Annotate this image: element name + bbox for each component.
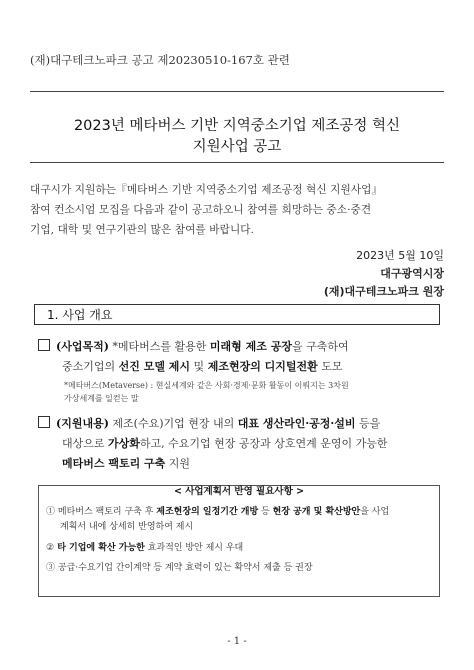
- text-span: 을 구축하여: [291, 340, 349, 353]
- emphasis: 선진 모델 제시: [118, 360, 191, 373]
- requirement-1: [46, 505, 436, 535]
- text-span: 지원: [165, 457, 191, 470]
- title-bottom-rule: [30, 162, 444, 163]
- emphasis: 미래형 제조 공장: [209, 340, 292, 353]
- circled-number: ③: [46, 563, 56, 573]
- text-span: *메타버스를 활용한: [108, 340, 210, 353]
- metaverse-footnote: [64, 379, 444, 405]
- footnote-line: *메타버스(Metaverse) : 현실세계와 같은 사회·경제·문화 활동이 이뤄지는 3차원: [64, 381, 349, 390]
- intro-line: 대구시가 지원하는『메타버스 기반 지역중소기업 제조공정 혁신 지원사업』: [30, 184, 383, 196]
- purpose-label: (사업목적): [56, 340, 109, 353]
- text-span: 효과적인 방안 제시 우대: [144, 543, 244, 553]
- intro-paragraph: [30, 180, 444, 240]
- issuer-mayor: 대구광역시장: [380, 267, 444, 280]
- text-span: 등: [258, 507, 273, 517]
- page-number: - 1 -: [227, 636, 247, 647]
- emphasis: 메타버스 팩토리 구축: [62, 457, 166, 470]
- text-span: 계획서 내에 상세히 반영하여 제시: [60, 522, 194, 532]
- emphasis: 타 기업에 확산 가능한: [54, 543, 145, 553]
- doc-title-line1: 2023년 메타버스 기반 지역중소기업 제조공정 혁신: [73, 118, 401, 134]
- issuer-technopark: (재)대구테크노파크 원장: [323, 285, 444, 298]
- text-span: 메타버스 팩토리 구축 후: [55, 507, 157, 517]
- text-span: 중소기업의: [62, 360, 119, 373]
- text-span: 대상으로: [62, 437, 109, 450]
- announcement-date: 2023년 5월 10일: [356, 249, 444, 262]
- text-span: 등을: [355, 417, 381, 430]
- text-span: 제조(수요)기업 현장 내의: [108, 417, 238, 430]
- requirement-3: [46, 561, 436, 576]
- text-span: 공급·수요기업 간이계약 등 계약 효력이 있는 확약서 제출 등 권장: [55, 563, 313, 573]
- emphasis: 가상화: [108, 437, 140, 450]
- emphasis: 제조현장의 디지털전환: [207, 360, 318, 373]
- section-heading: 1. 사업 개요: [34, 304, 440, 325]
- emphasis: 대표 생산라인·공정·설비: [237, 417, 356, 430]
- intro-line: 참여 컨소시엄 모집을 다음과 같이 공고하오니 참여를 희망하는 중소·중견: [30, 204, 372, 216]
- content-label: (지원내용): [56, 417, 109, 430]
- emphasis: 현장 공개 및 확산방안: [272, 507, 361, 517]
- requirement-2: [46, 541, 436, 556]
- text-span: 도모: [317, 360, 343, 373]
- emphasis: 제조현장의 일정기간 개방: [156, 507, 259, 517]
- requirements-heading: [38, 479, 440, 498]
- intro-line: 기업, 대학 및 연구기관의 많은 참여를 바랍니다.: [30, 224, 255, 236]
- text-span: 하고, 수요기업 현장 공장과 상호연계 운영이 가능한: [139, 437, 388, 450]
- footnote-line: 가상세계를 일컫는 말: [64, 394, 139, 403]
- purpose-item: [38, 337, 442, 377]
- square-bullet-icon: [38, 339, 50, 351]
- square-bullet-icon: [38, 416, 50, 428]
- support-content-item: [38, 414, 442, 474]
- title-top-rule: [30, 91, 444, 92]
- text-span: 및: [190, 360, 208, 373]
- requirements-heading-text: < 사업계획서 반영 필요사항 >: [168, 486, 310, 497]
- doc-title-line2: 지원사업 공고: [192, 139, 282, 155]
- text-span: 을 사업: [360, 507, 390, 517]
- reference-notice: (재)대구테크노파크 공고 제20230510-167호 관련: [30, 53, 290, 67]
- circled-number: ①: [46, 507, 56, 517]
- circled-number: ②: [46, 543, 55, 553]
